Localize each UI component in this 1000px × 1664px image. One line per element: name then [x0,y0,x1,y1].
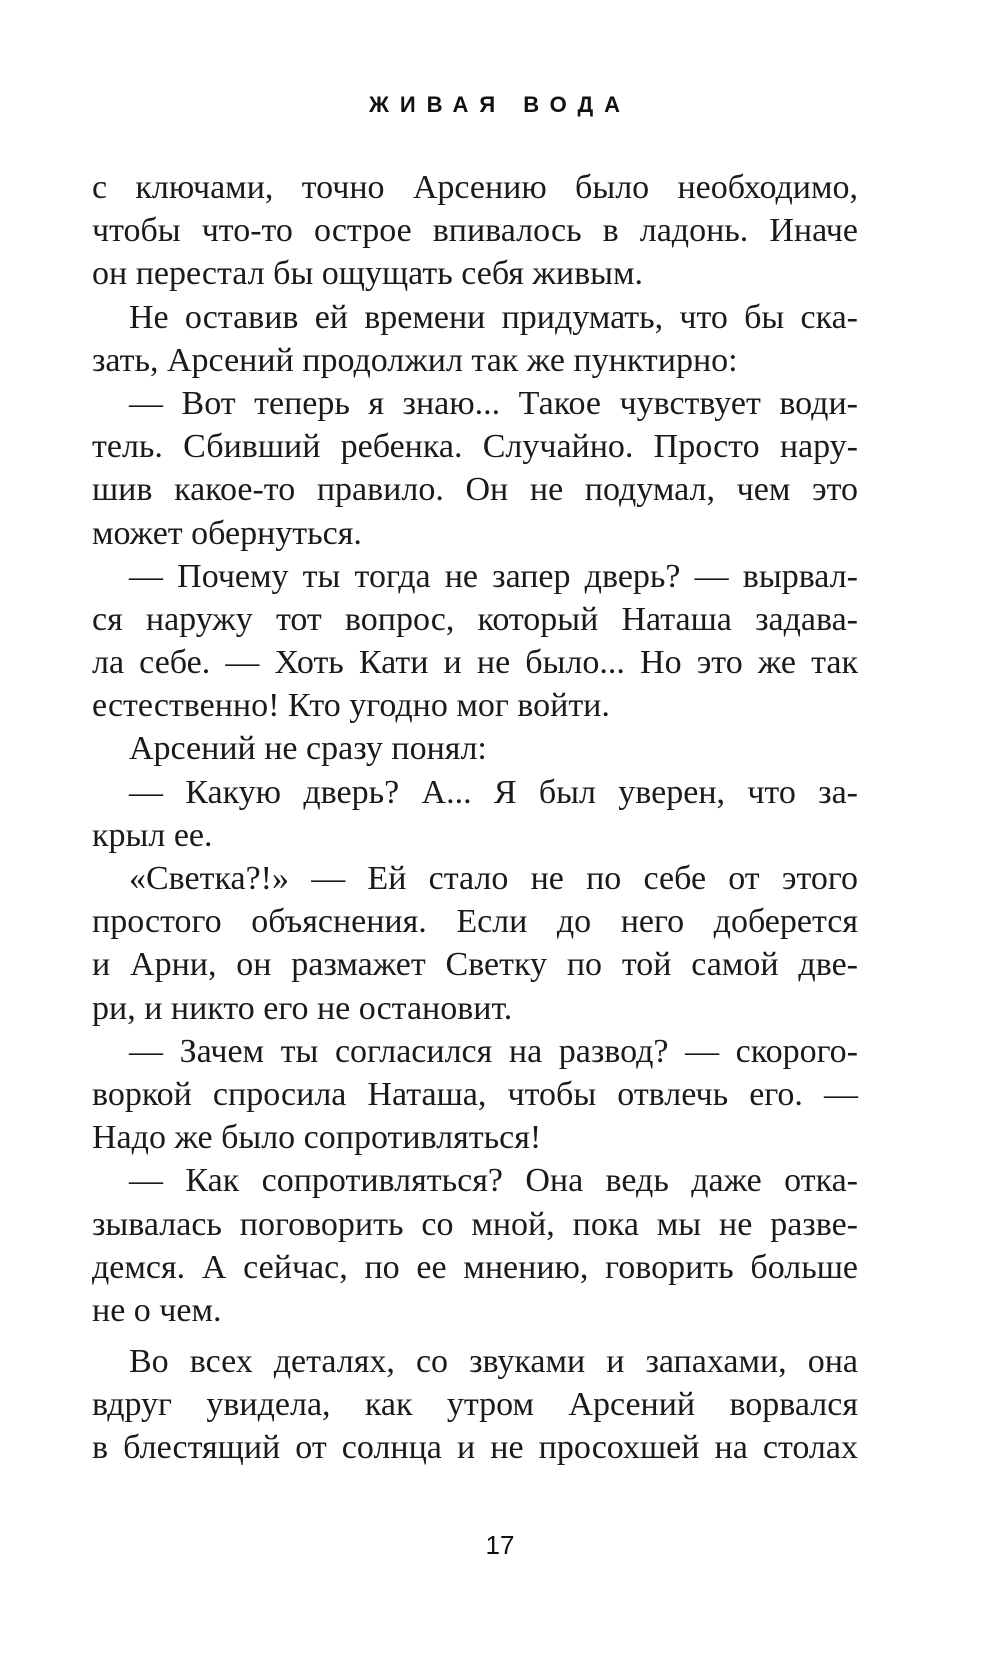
text-line: воркой спросила Наташа, чтобы отвлечь его. — [92,1075,858,1113]
paragraph [92,771,858,857]
body-text [92,166,858,1470]
paragraph [92,382,858,555]
text-line: ся наружу тот вопрос, который Наташа задава- [92,600,858,638]
paragraph [92,555,858,728]
text-line: — Почему ты тогда не запер дверь? — вырвал- [129,557,858,595]
text-line: тель. Сбивший ребенка. Случайно. Просто нару- [92,428,858,466]
paragraph [92,1340,858,1470]
text-line: зать, Арсений продолжил так же пунктирно: [92,341,738,379]
text-line: «Светка?!» — Ей стало не по себе от этого [129,860,858,897]
paragraph [92,166,858,296]
text-line: Не оставив ей времени придумать, что бы ска- [129,298,858,336]
text-line: ри, и никто его не остановит. [92,989,513,1027]
text-line: ла себе. — Хоть Кати и не было... Но это же так [92,644,858,682]
paragraph [92,857,858,1030]
text-line: Во всех деталях, со звуками и запахами, она [129,1343,858,1381]
text-line: в блестящий от солнца и не просохшей на столах [92,1429,858,1467]
text-line: Надо же было сопротивляться! [92,1119,542,1157]
text-line: — Вот теперь я знаю... Такое чувствует води- [129,384,858,422]
text-line: зывалась поговорить со мной, пока мы не разве- [92,1205,858,1243]
page-number: 17 [485,1530,515,1560]
text-line: может обернуться. [92,514,362,552]
text-line: — Как сопротивляться? Она ведь даже отка- [129,1162,858,1200]
text-line: он перестал бы ощущать себя живым. [92,255,644,293]
text-line: с ключами, точно Арсению было необходимо, [92,169,858,206]
paragraph [92,727,858,770]
text-line: крыл ее. [92,816,213,854]
text-line: естественно! Кто угодно мог войти. [92,687,610,725]
text-line: чтобы что-то острое впивалось в ладонь. Иначе [92,212,858,250]
text-line: демся. А сейчас, по ее мнению, говорить больше [92,1248,858,1286]
text-line: — Какую дверь? А... Я был уверен, что за- [129,773,858,811]
paragraph [92,1030,858,1160]
text-line: не о чем. [92,1291,222,1329]
text-line: Арсений не сразу понял: [129,730,487,768]
running-head: ЖИВАЯ ВОДА [368,92,632,117]
paragraph-gap [92,1332,858,1340]
paragraph [92,296,858,382]
text-line: шив какое-то правило. Он не подумал, чем это [92,471,858,509]
text-line: — Зачем ты согласился на развод? — скорого- [129,1032,858,1070]
text-line: простого объяснения. Если до него доберется [92,903,858,941]
text-line: и Арни, он размажет Светку по той самой две- [92,946,858,984]
text-line: вдруг увидела, как утром Арсений ворвался [92,1386,858,1424]
paragraph [92,1159,858,1332]
